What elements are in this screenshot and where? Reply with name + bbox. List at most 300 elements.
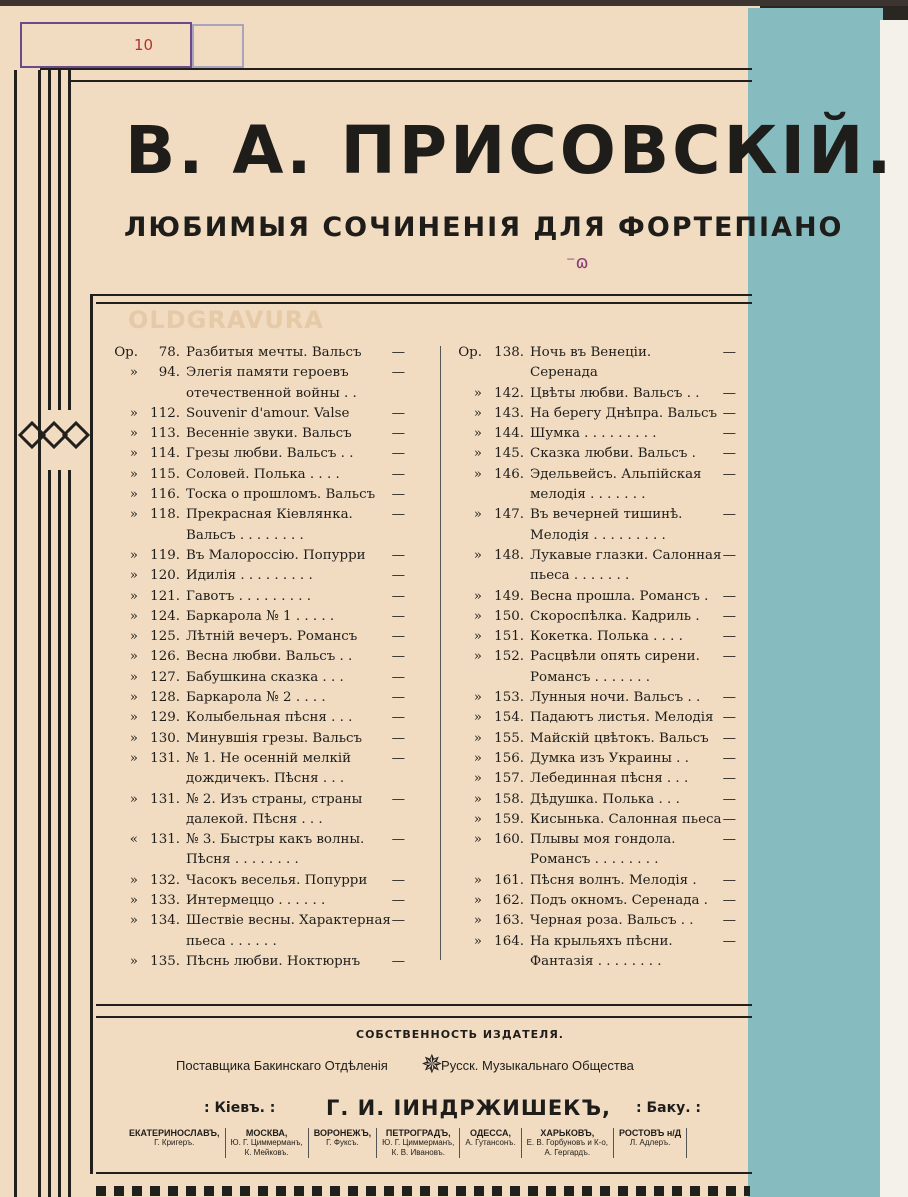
opus-number: 125. <box>150 629 180 645</box>
opus-prefix: » <box>129 466 138 482</box>
work-title: Гавотъ . . . . . . . . . <box>186 588 311 604</box>
branch-store: К. В. Ивановъ. <box>391 1148 445 1157</box>
handwritten-mark: ⁻ɷ <box>566 252 589 273</box>
branch-city <box>460 1128 521 1158</box>
work-entry <box>444 505 736 546</box>
branch-city-name: ПЕТРОГРАДЪ, <box>385 1128 451 1138</box>
work-entry <box>444 871 736 891</box>
opus-prefix: » <box>473 933 482 949</box>
opus-number: 130. <box>150 730 180 746</box>
entry-dash: — <box>722 629 736 645</box>
branch-city-name: ВОРОНЕЖЪ, <box>313 1128 372 1138</box>
cover-subtitle: ЛЮБИМЫЯ СОЧИНЕНІЯ ДЛЯ ФОРТЕПІАНО <box>124 212 844 243</box>
opus-number: 144. <box>494 426 524 442</box>
works-list-right <box>444 343 736 972</box>
opus-prefix: » <box>473 547 482 563</box>
watermark: OLDGRAVURA <box>128 306 324 334</box>
branch-store: Е. В. Горбуновъ и К-о, <box>526 1138 609 1147</box>
frame-line <box>68 470 71 1197</box>
frame-line <box>96 1172 752 1174</box>
opus-number: 135. <box>150 953 180 969</box>
opus-number: 119. <box>150 547 180 563</box>
work-entry <box>444 708 736 728</box>
opus-prefix: » <box>473 791 482 807</box>
work-title: Лукавые глазки. Салонная пьеса . . . . . . . <box>530 547 722 584</box>
work-entry <box>444 404 736 424</box>
work-title: Пѣсня волнъ. Мелодія . <box>530 872 697 888</box>
work-entry <box>444 465 736 506</box>
work-entry <box>444 647 736 688</box>
opus-number: 164. <box>494 933 524 949</box>
opus-prefix: » <box>129 365 138 381</box>
work-title: Въ Малороссію. Попурри <box>186 547 366 563</box>
branch-city <box>614 1128 687 1158</box>
work-entry <box>444 546 736 587</box>
library-stamp <box>20 22 192 68</box>
entry-dash: — <box>722 426 736 442</box>
opus-prefix: » <box>473 913 482 929</box>
work-entry <box>100 566 405 586</box>
opus-prefix: » <box>129 690 138 706</box>
frame-line <box>96 302 752 304</box>
work-title: На крыльяхъ пѣсни. Фантазія . . . . . . . . <box>530 933 673 969</box>
branch-city <box>377 1128 460 1158</box>
eagle-emblem-icon: ✵ <box>421 1050 443 1080</box>
entry-dash: — <box>391 446 405 462</box>
work-title: Лѣтній вечеръ. Романсъ <box>186 629 358 645</box>
work-entry <box>100 607 405 627</box>
work-title: Соловей. Полька . . . . <box>186 466 340 482</box>
entry-dash: — <box>722 446 736 462</box>
entry-dash: — <box>722 507 736 523</box>
entry-dash: — <box>391 345 405 360</box>
work-title: Черная роза. Вальсъ . . <box>530 913 694 929</box>
branch-store: Ю. Г. Циммерманъ, <box>382 1138 455 1147</box>
work-entry <box>100 404 405 424</box>
branch-store: Ю. Г. Циммерманъ, <box>230 1138 303 1147</box>
opus-prefix: » <box>473 507 482 523</box>
supplier-right: Русск. Музыкальнаго Общества <box>441 1058 634 1073</box>
opus-prefix: » <box>473 466 482 482</box>
entry-dash: — <box>722 791 736 807</box>
opus-prefix: » <box>129 649 138 665</box>
opus-number: 121. <box>150 588 180 604</box>
branch-store: А. Гергардъ. <box>544 1148 591 1157</box>
opus-number: 146. <box>494 466 524 482</box>
opus-prefix: » <box>473 811 482 827</box>
entry-dash: — <box>722 893 736 909</box>
entry-dash: — <box>391 750 405 766</box>
opus-number: 131. <box>150 832 180 848</box>
opus-number: 131. <box>150 750 180 766</box>
frame-line <box>14 70 17 1197</box>
work-entry <box>100 871 405 891</box>
entry-dash: — <box>722 750 736 766</box>
work-title: Весна любви. Вальсъ . . <box>186 649 353 665</box>
work-entry <box>444 444 736 464</box>
work-entry <box>100 343 405 363</box>
opus-prefix: » <box>129 608 138 624</box>
opus-prefix: » <box>129 405 138 421</box>
work-title: Часокъ веселья. Попурри <box>186 872 368 888</box>
work-entry <box>444 729 736 749</box>
opus-number: 157. <box>494 771 524 787</box>
entry-dash: — <box>722 588 736 604</box>
work-entry <box>100 668 405 688</box>
branch-city <box>124 1128 226 1158</box>
branch-store: Г. Кригеръ. <box>154 1138 195 1147</box>
entry-dash: — <box>722 933 736 949</box>
entry-dash: — <box>391 872 405 888</box>
opus-prefix: » <box>129 487 138 503</box>
opus-prefix: Ор. <box>114 345 138 360</box>
opus-number: 131. <box>150 791 180 807</box>
work-title: Разбитыя мечты. Вальсъ <box>186 345 362 360</box>
work-title: Думка изъ Украины . . <box>530 750 689 766</box>
opus-prefix: » <box>473 750 482 766</box>
frame-line <box>58 70 61 410</box>
opus-prefix: » <box>129 426 138 442</box>
opus-prefix: » <box>473 608 482 624</box>
entry-dash: — <box>391 365 405 381</box>
work-entry <box>444 790 736 810</box>
work-title: Грезы любви. Вальсъ . . <box>186 446 354 462</box>
work-entry <box>444 911 736 931</box>
frame-line <box>70 80 752 82</box>
work-title: Идилія . . . . . . . . . <box>186 568 313 584</box>
work-title: Баркарола № 1 . . . . . <box>186 608 335 624</box>
opus-number: 148. <box>494 547 524 563</box>
supplier-line <box>176 1058 634 1073</box>
work-title: Лунныя ночи. Вальсъ . . <box>530 690 701 706</box>
branch-store: Г. Фуксъ. <box>326 1138 359 1147</box>
work-entry <box>444 932 736 973</box>
work-title: Цвѣты любви. Вальсъ . . <box>530 385 700 401</box>
work-entry <box>444 688 736 708</box>
entry-dash: — <box>391 568 405 584</box>
opus-prefix: » <box>129 507 138 523</box>
work-title: № 3. Быстры какъ волны. Пѣсня . . . . . . . . <box>186 832 365 868</box>
work-entry <box>100 708 405 728</box>
opus-number: 127. <box>150 669 180 685</box>
opus-number: 132. <box>150 872 180 888</box>
opus-prefix: » <box>129 568 138 584</box>
work-title: Дѣдушка. Полька . . . <box>530 791 680 807</box>
opus-number: 118. <box>150 507 180 523</box>
opus-prefix: » <box>129 913 138 929</box>
opus-prefix: » <box>129 953 138 969</box>
opus-number: 120. <box>150 568 180 584</box>
work-title: На берегу Днѣпра. Вальсъ <box>530 405 718 421</box>
opus-prefix: » <box>129 730 138 746</box>
entry-dash: — <box>391 426 405 442</box>
frame-line <box>48 70 51 410</box>
work-title: Плывы моя гондола. Романсъ . . . . . . . . <box>530 832 676 868</box>
work-entry <box>100 790 405 831</box>
work-title: Баркарола № 2 . . . . <box>186 690 326 706</box>
work-title: Бабушкина сказка . . . <box>186 669 344 685</box>
work-title: Прекрасная Кіевлянка. Вальсъ . . . . . . . . <box>186 507 353 543</box>
faded-stamp <box>192 24 244 68</box>
opus-prefix: » <box>473 385 482 401</box>
branch-city-name: ХАРЬКОВЪ, <box>540 1128 595 1138</box>
opus-prefix: » <box>473 832 482 848</box>
city-baku: : Баку. : <box>636 1100 702 1116</box>
entry-dash: — <box>391 690 405 706</box>
work-entry <box>100 485 405 505</box>
opus-prefix: » <box>129 710 138 726</box>
opus-number: 134. <box>150 913 180 929</box>
branch-city <box>522 1128 614 1158</box>
entry-dash: — <box>722 710 736 726</box>
work-title: Шумка . . . . . . . . . <box>530 426 657 442</box>
entry-dash: — <box>391 710 405 726</box>
opus-number: 153. <box>494 690 524 706</box>
opus-number: 161. <box>494 872 524 888</box>
work-title: Эдельвейсъ. Альпійская мелодія . . . . . . . <box>530 466 702 503</box>
work-title: Колыбельная пѣсня . . . <box>186 710 353 726</box>
entry-dash: — <box>722 385 736 401</box>
entry-dash: — <box>722 547 736 563</box>
entry-dash: — <box>391 547 405 563</box>
work-entry <box>444 749 736 769</box>
opus-number: 129. <box>150 710 180 726</box>
work-entry <box>444 384 736 404</box>
entry-dash: — <box>722 345 736 360</box>
opus-number: 113. <box>150 426 180 442</box>
work-title: Въ вечерней тишинѣ. Мелодія . . . . . . . . . <box>530 507 683 543</box>
entry-dash: — <box>722 466 736 482</box>
opus-prefix: » <box>129 893 138 909</box>
entry-dash: — <box>722 405 736 421</box>
work-entry <box>100 952 405 972</box>
work-title: Минувшія грезы. Вальсъ <box>186 730 363 746</box>
opus-number: 150. <box>494 608 524 624</box>
work-entry <box>444 830 736 871</box>
opus-number: 115. <box>150 466 180 482</box>
work-entry <box>100 363 405 404</box>
work-entry <box>100 729 405 749</box>
work-entry <box>100 688 405 708</box>
opus-prefix: » <box>473 710 482 726</box>
work-entry <box>100 891 405 911</box>
opus-number: 114. <box>150 446 180 462</box>
entry-dash: — <box>722 832 736 848</box>
work-entry <box>100 749 405 790</box>
work-entry <box>100 444 405 464</box>
opus-prefix: » <box>473 872 482 888</box>
opus-prefix: » <box>129 669 138 685</box>
entry-dash: — <box>391 629 405 645</box>
opus-number: 158. <box>494 791 524 807</box>
branch-city-name: ОДЕССА, <box>469 1128 512 1138</box>
opus-prefix: » <box>473 893 482 909</box>
frame-line <box>68 70 71 410</box>
opus-number: 160. <box>494 832 524 848</box>
work-title: Весенніе звуки. Вальсъ <box>186 426 352 442</box>
opus-prefix: » <box>473 426 482 442</box>
opus-number: 149. <box>494 588 524 604</box>
work-title: Сказка любви. Вальсъ . <box>530 446 696 462</box>
branch-store: А. Гутансонъ. <box>465 1138 516 1147</box>
opus-prefix: » <box>473 730 482 746</box>
work-entry <box>100 911 405 952</box>
branch-city-name: ЕКАТЕРИНОСЛАВЪ, <box>129 1128 220 1138</box>
work-entry <box>100 627 405 647</box>
branch-city-name: РОСТОВЪ н/Д <box>619 1128 682 1138</box>
opus-number: 143. <box>494 405 524 421</box>
work-title: Скороспѣлка. Кадриль . <box>530 608 700 624</box>
work-entry <box>444 343 736 384</box>
opus-prefix: Ор. <box>458 345 482 360</box>
entry-dash: — <box>391 913 405 929</box>
opus-number: 94. <box>158 365 180 381</box>
work-entry <box>444 810 736 830</box>
work-entry <box>100 647 405 667</box>
work-title: Интермеццо . . . . . . <box>186 893 326 909</box>
work-title: Майскій цвѣтокъ. Вальсъ <box>530 730 709 746</box>
work-title: Souvenir d'amour. Valse <box>186 405 350 421</box>
opus-number: 78. <box>158 345 180 360</box>
entry-dash: — <box>391 953 405 969</box>
work-entry <box>444 607 736 627</box>
work-title: Подъ окномъ. Серенада . <box>530 893 708 909</box>
frame-line <box>90 294 752 296</box>
branch-store: Л. Адлеръ. <box>629 1138 671 1147</box>
entry-dash: — <box>391 791 405 807</box>
frame-line <box>58 470 61 1197</box>
work-entry <box>100 424 405 444</box>
supplier-left: Поставщика Бакинскаго Отдѣленія <box>176 1058 388 1073</box>
composer-title: В. А. ПРИСОВСКІЙ. <box>125 112 895 189</box>
opus-prefix: » <box>129 446 138 462</box>
opus-number: 126. <box>150 649 180 665</box>
ownership-line: СОБСТВЕННОСТЬ ИЗДАТЕЛЯ. <box>356 1028 564 1041</box>
bottom-ornament <box>96 1186 750 1196</box>
frame-line <box>38 70 41 1197</box>
opus-prefix: » <box>473 771 482 787</box>
opus-number: 154. <box>494 710 524 726</box>
entry-dash: — <box>391 893 405 909</box>
opus-number: 152. <box>494 649 524 665</box>
work-title: № 2. Изъ страны, страны далекой. Пѣсня . . . <box>186 791 363 827</box>
work-title: Расцвѣли опять сирени. Романсъ . . . . . . . <box>530 649 700 685</box>
opus-number: 163. <box>494 913 524 929</box>
entry-dash: — <box>391 832 405 848</box>
frame-line <box>96 1004 752 1006</box>
column-divider <box>440 346 441 960</box>
work-entry <box>444 424 736 444</box>
entry-dash: — <box>722 690 736 706</box>
entry-dash: — <box>391 730 405 746</box>
entry-dash: — <box>722 649 736 665</box>
opus-number: 147. <box>494 507 524 523</box>
work-title: Элегія памяти героевъ отечественной войны . . <box>186 365 357 401</box>
work-title: № 1. Не осенній мелкій дождичекъ. Пѣсня . . . <box>186 750 352 787</box>
opus-prefix: » <box>129 872 138 888</box>
opus-prefix: » <box>473 588 482 604</box>
branch-city <box>309 1128 377 1158</box>
work-entry <box>100 830 405 871</box>
work-entry <box>444 587 736 607</box>
opus-prefix: » <box>129 750 138 766</box>
opus-prefix: » <box>473 649 482 665</box>
entry-dash: — <box>722 811 736 827</box>
frame-line <box>96 1016 752 1018</box>
entry-dash: — <box>722 771 736 787</box>
work-entry <box>444 627 736 647</box>
opus-number: 124. <box>150 608 180 624</box>
opus-number: 112. <box>150 405 180 421</box>
entry-dash: — <box>391 507 405 523</box>
entry-dash: — <box>391 466 405 482</box>
work-title: Ночь въ Венеціи. Серенада <box>530 345 652 381</box>
opus-prefix: » <box>473 690 482 706</box>
opus-number: 155. <box>494 730 524 746</box>
opus-number: 138. <box>494 345 524 360</box>
work-entry <box>444 891 736 911</box>
opus-prefix: » <box>473 629 482 645</box>
entry-dash: — <box>391 405 405 421</box>
branch-store: К. Мейковъ. <box>244 1148 289 1157</box>
entry-dash: — <box>391 588 405 604</box>
work-title: Кокетка. Полька . . . . <box>530 629 683 645</box>
publisher-name: Г. И. ІИНДРЖИШЕКЪ, <box>326 1096 612 1120</box>
work-entry <box>444 769 736 789</box>
entry-dash: — <box>722 872 736 888</box>
city-kiev: : Кіевъ. : <box>204 1100 276 1116</box>
work-title: Падаютъ листья. Мелодія <box>530 710 714 726</box>
work-title: Кисынька. Салонная пьеса <box>530 811 722 827</box>
branch-city <box>226 1128 309 1158</box>
branch-city-name: МОСКВА, <box>245 1128 288 1138</box>
opus-number: 116. <box>150 487 180 503</box>
opus-number: 145. <box>494 446 524 462</box>
branch-cities <box>124 1128 687 1158</box>
works-list-left <box>100 343 405 972</box>
opus-number: 151. <box>494 629 524 645</box>
work-entry <box>100 546 405 566</box>
opus-prefix: « <box>129 832 138 848</box>
frame-line <box>40 68 752 70</box>
entry-dash: — <box>391 487 405 503</box>
opus-number: 159. <box>494 811 524 827</box>
opus-number: 156. <box>494 750 524 766</box>
entry-dash: — <box>722 913 736 929</box>
work-entry <box>100 465 405 485</box>
stamp-number: 10 <box>134 36 154 54</box>
opus-prefix: » <box>129 629 138 645</box>
entry-dash: — <box>722 730 736 746</box>
opus-prefix: » <box>129 588 138 604</box>
opus-number: 142. <box>494 385 524 401</box>
entry-dash: — <box>722 608 736 624</box>
work-title: Весна прошла. Романсъ . <box>530 588 709 604</box>
opus-number: 133. <box>150 893 180 909</box>
opus-prefix: » <box>473 405 482 421</box>
work-title: Пѣснь любви. Ноктюрнъ <box>186 953 361 969</box>
opus-number: 162. <box>494 893 524 909</box>
opus-prefix: » <box>129 791 138 807</box>
frame-line <box>48 470 51 1197</box>
ornament-diamonds <box>14 412 92 458</box>
work-title: Лебединная пѣсня . . . <box>530 771 689 787</box>
opus-prefix: » <box>473 446 482 462</box>
entry-dash: — <box>391 669 405 685</box>
work-title: Тоска о прошломъ. Вальсъ <box>186 487 376 503</box>
work-entry <box>100 505 405 546</box>
entry-dash: — <box>391 608 405 624</box>
